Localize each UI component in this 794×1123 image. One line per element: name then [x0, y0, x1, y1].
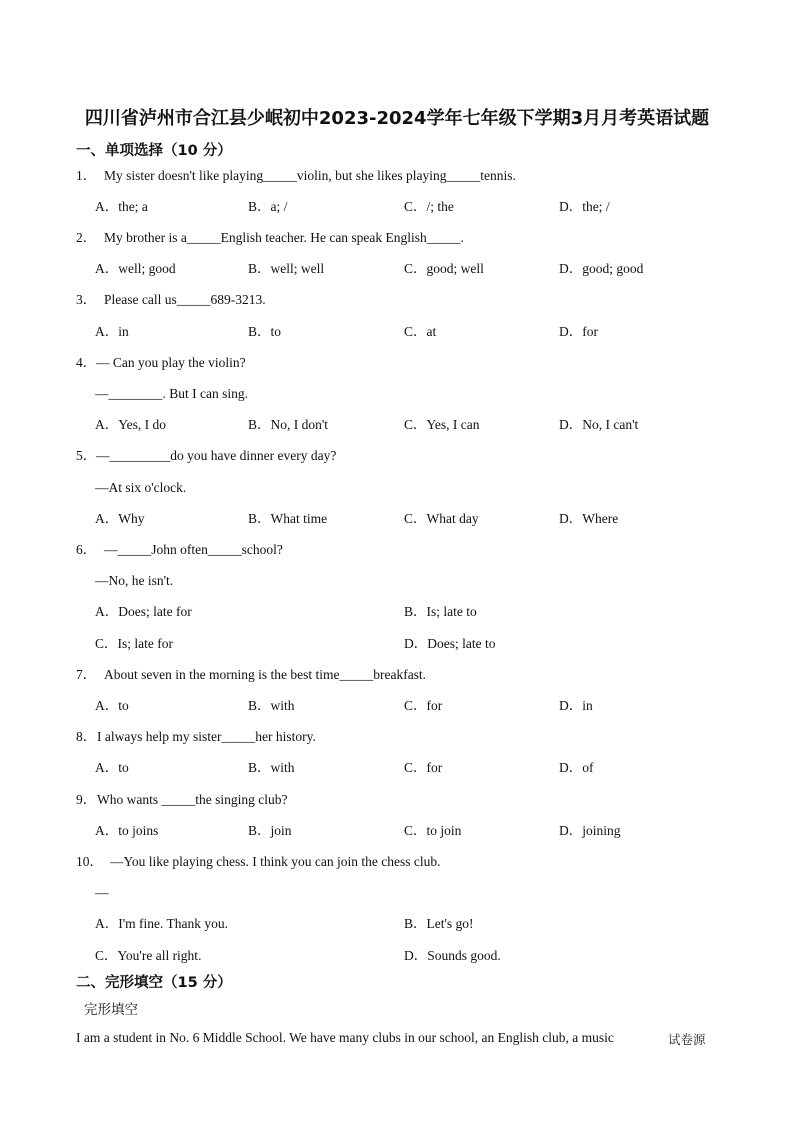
- option-d: D．joining: [559, 823, 621, 838]
- question-stem: — Can you play the violin?: [96, 355, 246, 370]
- question-stem: I always help my sister_____her history.: [97, 729, 316, 744]
- option-b: B．to: [248, 324, 282, 339]
- option-a: A．Yes, I do: [95, 417, 167, 432]
- option-c: C．What day: [404, 511, 479, 526]
- option-c: C．good; well: [404, 261, 484, 276]
- option-c: C．at: [404, 324, 437, 339]
- question-number: 3．: [76, 292, 97, 307]
- question-stem: My sister doesn't like playing_____violin, but she likes playing_____tennis.: [104, 168, 516, 183]
- question-number: 10．: [76, 854, 103, 869]
- question-stem-line-2: —: [95, 885, 109, 900]
- option-b: B．with: [248, 760, 295, 775]
- question-stem: —You like playing chess. I think you can join the chess club.: [110, 854, 441, 869]
- option-c: C．for: [404, 698, 443, 713]
- question-number: 4．: [76, 355, 97, 370]
- option-b: B．a; /: [248, 199, 288, 214]
- question-number: 5．: [76, 448, 97, 463]
- question-number: 6．: [76, 542, 97, 557]
- question-stem-line-2: —At six o'clock.: [95, 480, 187, 495]
- option-d: D．in: [559, 698, 593, 713]
- option-a: A．in: [95, 324, 129, 339]
- question-stem: My brother is a_____English teacher. He can speak English_____.: [104, 230, 464, 245]
- option-d: D．No, I can't: [559, 417, 639, 432]
- option-d: D．the; /: [559, 199, 610, 214]
- option-d: D．Sounds good.: [404, 948, 501, 963]
- option-b: B．well; well: [248, 261, 325, 276]
- option-b: B．join: [248, 823, 292, 838]
- exam-title: 四川省泸州市合江县少岷初中2023-2024学年七年级下学期3月月考英语试题: [84, 108, 710, 129]
- option-d: D．of: [559, 760, 594, 775]
- option-c: C．to join: [404, 823, 462, 838]
- option-d: D．good; good: [559, 261, 644, 276]
- option-a: A．I'm fine. Thank you.: [95, 916, 229, 931]
- option-b: B．No, I don't: [248, 417, 329, 432]
- section-heading-multiple-choice: 一、单项选择（10 分）: [76, 143, 232, 159]
- option-a: A．the; a: [95, 199, 148, 214]
- option-c: C．/; the: [404, 199, 454, 214]
- question-stem: —_________do you have dinner every day?: [96, 448, 337, 463]
- option-a: A．Does; late for: [95, 604, 192, 619]
- option-b: B．What time: [248, 511, 328, 526]
- option-c: C．Yes, I can: [404, 417, 480, 432]
- option-a: A．Why: [95, 511, 145, 526]
- option-d: D．Where: [559, 511, 619, 526]
- question-stem: —_____John often_____school?: [104, 542, 283, 557]
- option-b: B．Let's go!: [404, 916, 474, 931]
- option-b: B．Is; late to: [404, 604, 477, 619]
- question-stem: Who wants _____the singing club?: [97, 792, 288, 807]
- option-a: A．well; good: [95, 261, 176, 276]
- question-stem-line-2: —________. But I can sing.: [95, 386, 248, 401]
- option-c: C．You're all right.: [95, 948, 202, 963]
- question-stem: About seven in the morning is the best time_____breakfast.: [104, 667, 427, 682]
- question-number: 2．: [76, 230, 97, 245]
- question-number: 1．: [76, 168, 97, 183]
- question-number: 8．: [76, 729, 97, 744]
- section-heading-cloze: 二、完形填空（15 分）: [76, 975, 232, 991]
- option-c: C．Is; late for: [95, 636, 173, 651]
- question-number: 9．: [76, 792, 97, 807]
- question-stem: Please call us_____689-3213.: [104, 292, 266, 307]
- option-d: D．for: [559, 324, 598, 339]
- option-a: A．to: [95, 698, 129, 713]
- cloze-subheading: 完形填空: [84, 1002, 138, 1018]
- option-b: B．with: [248, 698, 295, 713]
- question-stem-line-2: —No, he isn't.: [95, 573, 174, 588]
- option-d: D．Does; late to: [404, 636, 496, 651]
- watermark-text: 试卷源: [668, 1032, 706, 1047]
- cloze-passage-line: I am a student in No. 6 Middle School. We have many clubs in our school, an English club, a music: [76, 1030, 614, 1045]
- question-number: 7．: [76, 667, 97, 682]
- option-c: C．for: [404, 760, 443, 775]
- option-a: A．to: [95, 760, 129, 775]
- option-a: A．to joins: [95, 823, 159, 838]
